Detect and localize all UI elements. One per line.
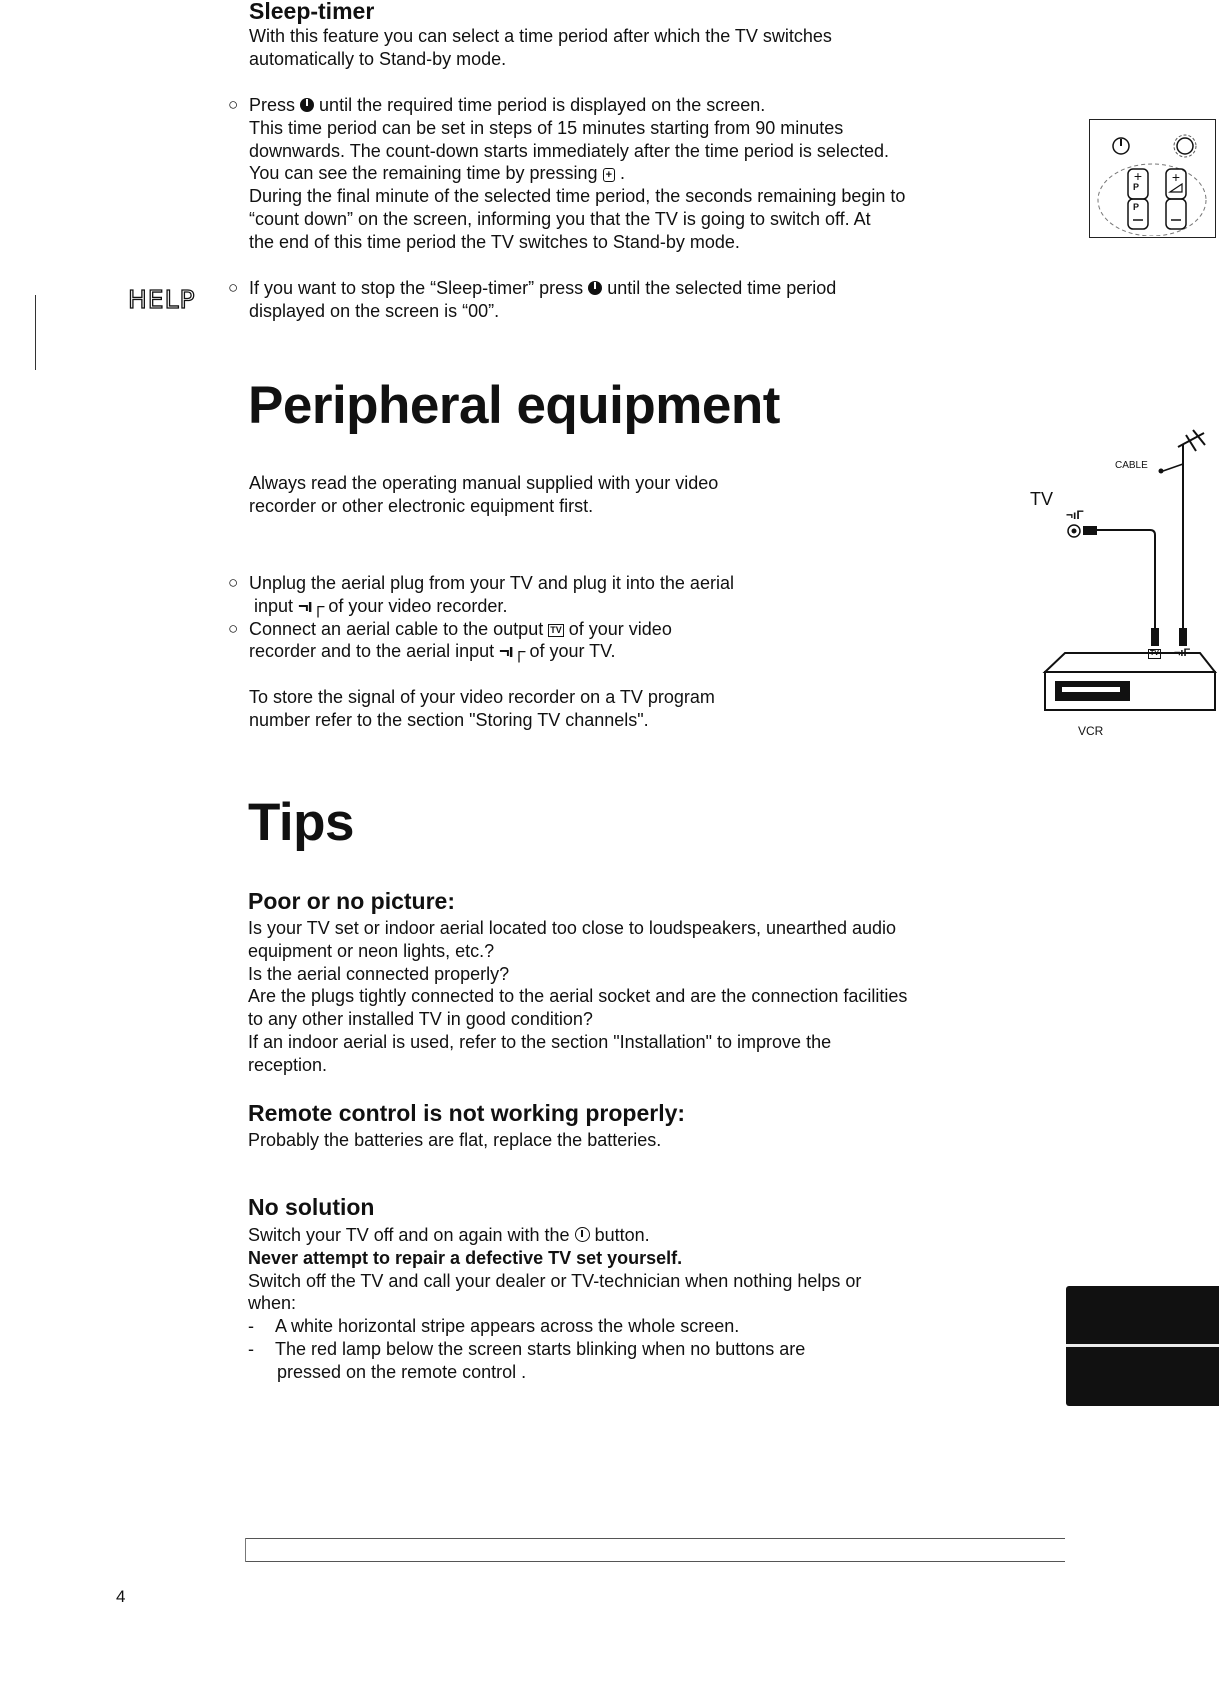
sleep-timer-heading: Sleep-timer	[249, 0, 375, 24]
diagram-svg	[1000, 425, 1219, 745]
section-tab-block	[1066, 1286, 1219, 1406]
footer-rule-edge	[245, 1538, 246, 1562]
tip-line: reception.	[248, 1054, 328, 1075]
warning-line: Never attempt to repair a defective TV set yourself.	[248, 1247, 683, 1268]
help-text-b: until the selected time period	[607, 278, 837, 298]
info-plus-icon: +	[603, 168, 615, 182]
tip-line: If an indoor aerial is used, refer to the section "Installation" to improve the	[248, 1031, 832, 1052]
vcr-connection-diagram	[1000, 425, 1219, 745]
power-button-icon	[575, 1227, 590, 1242]
intro-line: automatically to Stand-by mode.	[249, 48, 507, 69]
list-item	[248, 1338, 1008, 1361]
tip-line: when:	[248, 1293, 297, 1314]
step-text: of your TV.	[529, 641, 616, 662]
step-line	[249, 94, 1008, 117]
footer-rule	[245, 1561, 1065, 1562]
svg-text:+: +	[1133, 168, 1143, 184]
list-item-text: The red lamp below the screen starts blinking when no buttons are	[275, 1338, 806, 1359]
remote-control-illustration	[1089, 119, 1216, 238]
step-text: of your video recorder.	[328, 595, 508, 616]
bullet-circle-icon: ○	[228, 618, 239, 638]
sleep-power-icon	[588, 281, 602, 295]
tv-output-icon: TV	[550, 624, 562, 635]
aerial-symbol-icon: ¬ıΓ	[1174, 647, 1191, 659]
intro-line: With this feature you can select a time period after which the TV switches	[249, 26, 832, 46]
step-line: “count down” on the screen, informing you that the TV is going to switch off. At	[249, 208, 871, 229]
tip-line: Is your TV set or indoor aerial located too close to loudspeakers, unearthed audio	[248, 918, 897, 938]
step-line: During the final minute of the selected time period, the seconds remaining begin to	[249, 186, 906, 207]
tab-stripe	[1066, 1344, 1219, 1347]
remaining-time-text: You can see the remaining time by pressing	[249, 163, 598, 184]
bullet-circle-icon: ○	[228, 95, 239, 114]
peripheral-heading: Peripheral equipment	[248, 376, 780, 435]
dash-bullet: -	[248, 1338, 254, 1359]
footer-rule	[245, 1538, 1065, 1539]
step-rest-text: until the required time period is displayed on the screen.	[319, 95, 766, 115]
tip-line: Is the aerial connected properly?	[248, 963, 510, 984]
dash-bullet: -	[248, 1316, 254, 1337]
help-note	[228, 277, 1008, 323]
p-plus-label: P	[1133, 182, 1140, 192]
step-line: Unplug the aerial plug from your TV and plug it into the aerial	[249, 573, 734, 593]
tip-line: Switch off the TV and call your dealer or TV-technician when nothing helps or	[248, 1270, 862, 1291]
poor-picture-heading: Poor or no picture:	[248, 888, 455, 914]
help-text-a: If you want to stop the “Sleep-timer” press	[249, 278, 584, 298]
remote-heading: Remote control is not working properly:	[248, 1100, 686, 1126]
svg-text:+: +	[1171, 169, 1181, 185]
margin-mark	[35, 295, 36, 370]
bullet-circle-icon: ○	[228, 278, 239, 297]
peripheral-intro	[249, 472, 849, 518]
step-text: input	[254, 595, 294, 616]
step-text: of your video	[568, 618, 672, 639]
poor-picture-text	[248, 917, 1008, 1077]
store-line: number refer to the section "Storing TV channels".	[249, 709, 649, 730]
sleep-power-icon	[300, 98, 314, 112]
tip-text: button.	[594, 1225, 650, 1245]
tv-output-icon: TV	[1150, 650, 1159, 657]
p-minus-label: P	[1133, 202, 1140, 212]
peripheral-steps	[228, 572, 868, 663]
list-item-text: pressed on the remote control .	[277, 1361, 527, 1382]
step-press-text: Press	[249, 95, 296, 115]
page-number: 4	[116, 1587, 126, 1606]
cable-label: CABLE	[1115, 460, 1148, 471]
step-line: the end of this time period the TV switches to Stand-by mode.	[249, 231, 740, 252]
step-line: downwards. The count-down starts immediately after the time period is selected.	[249, 140, 889, 161]
step-line	[249, 640, 868, 663]
list-item	[248, 1315, 1008, 1338]
list-item-text: A white horizontal stripe appears across the whole screen.	[275, 1316, 740, 1337]
tip-line: equipment or neon lights, etc.?	[248, 940, 495, 961]
step-line: This time period can be set in steps of 15 minutes starting from 90 minutes	[249, 117, 844, 138]
aerial-input-icon: ¬ı┌	[499, 641, 525, 662]
store-signal-text	[249, 686, 869, 732]
tip-line: to any other installed TV in good condition?	[248, 1009, 593, 1030]
step-text: recorder and to the aerial input	[249, 641, 495, 662]
bullet-circle-icon: ○	[228, 573, 239, 592]
no-solution-text	[248, 1224, 1008, 1384]
remote-buttons-svg	[1090, 120, 1214, 236]
help-label: HELP	[128, 285, 196, 314]
sleep-timer-intro	[249, 25, 969, 71]
sleep-timer-step	[228, 94, 1008, 254]
step-line: You can see the remaining time by pressing + .	[249, 163, 626, 184]
step-1	[228, 572, 868, 618]
help-line	[249, 277, 1008, 300]
tv-label: TV	[1030, 489, 1054, 509]
intro-line: Always read the operating manual supplied with your video	[249, 473, 719, 493]
help-line: displayed on the screen is “00”.	[249, 300, 500, 321]
step-text: Connect an aerial cable to the output	[249, 618, 544, 639]
tip-line: Are the plugs tightly connected to the aerial socket and are the connection facilities	[248, 986, 908, 1007]
remote-text: Probably the batteries are flat, replace the batteries.	[248, 1130, 662, 1150]
intro-line: recorder or other electronic equipment first.	[249, 495, 594, 516]
vcr-label: VCR	[1078, 724, 1104, 738]
aerial-input-icon: ¬ı┌	[298, 595, 324, 616]
tips-heading: Tips	[248, 793, 354, 852]
store-line: To store the signal of your video recorder on a TV program	[249, 687, 715, 707]
no-solution-heading: No solution	[248, 1194, 375, 1220]
aerial-symbol-icon: ¬ıΓ	[1066, 508, 1084, 522]
tip-text: Switch your TV off and on again with the	[248, 1225, 570, 1245]
step-line	[249, 595, 868, 618]
step-line	[249, 618, 868, 641]
step-2	[228, 618, 868, 664]
tip-line	[248, 1224, 1008, 1247]
